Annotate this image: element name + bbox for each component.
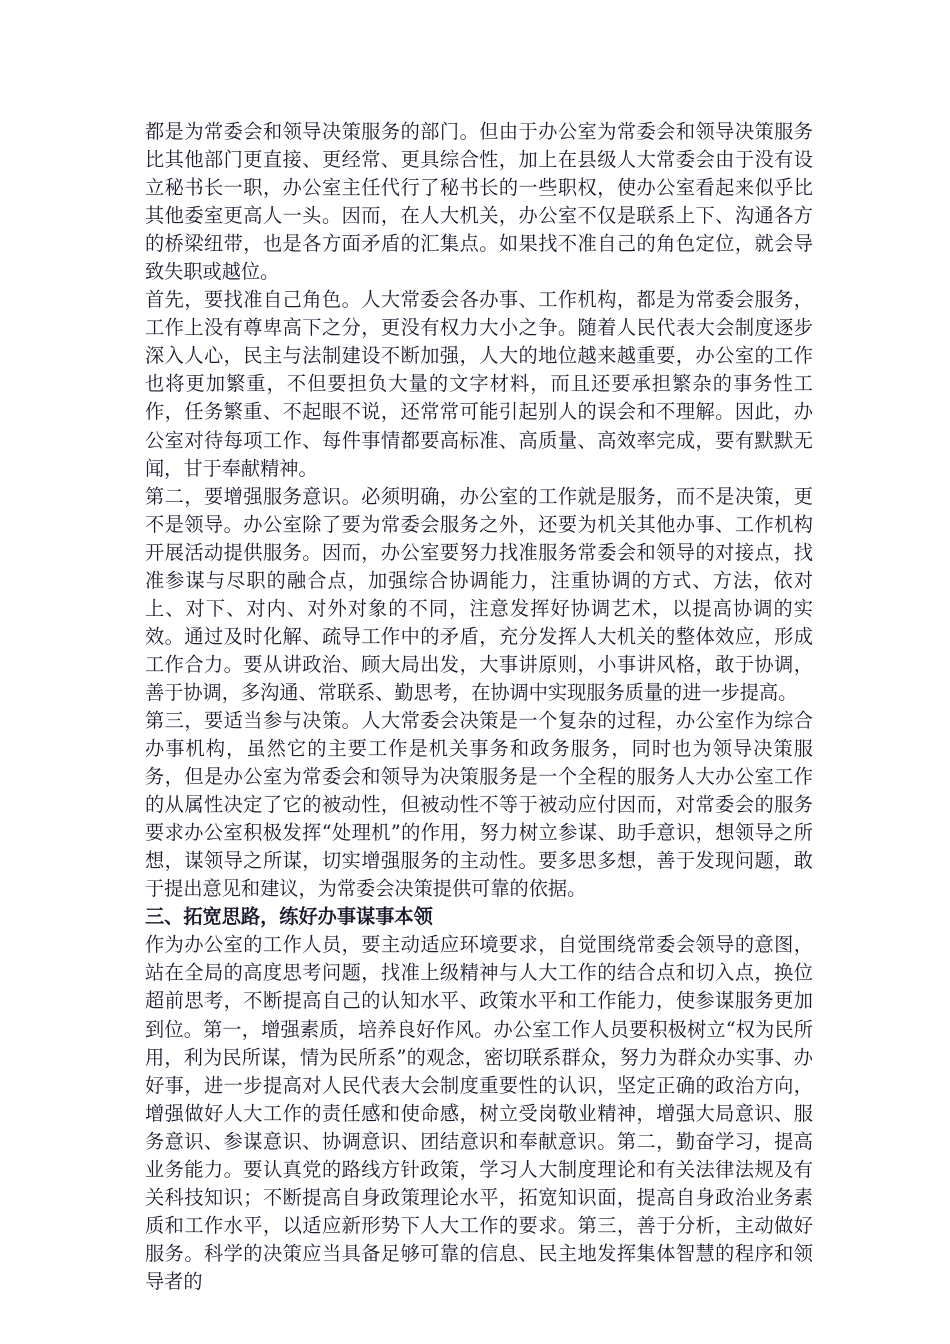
- paragraph-decision-participation: 第三，要适当参与决策。人大常委会决策是一个复杂的过程，办公室作为综合办事机构，虽然它的主要工作是机关事务和政务服务，同时也为领导决策服务，但是办公室为常委会和领导为决策服务是一个全程的服务人大办公室工作的从属性决定了它的被动性，但被动性不等于被动应付因而，对常委会的服务要求办公室积极发挥“处理机”的作用，努力树立参谋、助手意识，想领导之所想，谋领导之所谋，切实增强服务的主动性。要多思多想，善于发现问题，敢于提出意见和建议，为常委会决策提供可靠的依据。: [145, 708, 813, 901]
- section-heading: 三、拓宽思路，练好办事谋事本领: [145, 905, 433, 929]
- paragraph-find-role: 首先，要找准自己角色。人大常委会各办事、工作机构，都是为常委会服务，工作上没有尊卑高下之分，更没有权力大小之争。随着人民代表大会制度逐步深入人心，民主与法制建设不断加强，人大的地位越来越重要，办公室的工作也将更加繁重，不但要担负大量的文字材料，而且还要承担繁杂的事务性工作，任务繁重、不起眼不说，还常常可能引起别人的误会和不理解。因此，办公室对待每项工作、每件事情都要高标准、高质量、高效率完成，要有默默无闻，甘于奉献精神。: [145, 288, 813, 480]
- paragraph-role-position: 都是为常委会和领导决策服务的部门。但由于办公室为常委会和领导决策服务比其他部门更直接、更经常、更具综合性，加上在县级人大常委会由于没有设立秘书长一职，办公室主任代行了秘书长的一些职权，使办公室看起来似乎比其他委室更高人一头。因而，在人大机关，办公室不仅是联系上下、沟通各方的桥梁纽带，也是各方面矛盾的汇集点。如果找不准自己的角色定位，就会导致失职或越位。: [145, 120, 813, 284]
- document-body: [145, 118, 813, 1296]
- paragraph-service-awareness: 第二，要增强服务意识。必须明确，办公室的工作就是服务，而不是决策，更不是领导。办公室除了要为常委会服务之外，还要为机关其他办事、工作机构开展活动提供服务。因而，办公室要努力找准服务常委会和领导的对接点，找准参谋与尽职的融合点，加强综合协调能力，注重协调的方式、方法，依对上、对下、对内、对外对象的不同，注意发挥好协调艺术，以提高协调的实效。通过及时化解、疏导工作中的矛盾，充分发挥人大机关的整体效应，形成工作合力。要从讲政治、顾大局出发，大事讲原则，小事讲风格，敢于协调，善于协调，多沟通、常联系、勤思考，在协调中实现服务质量的进一步提高。: [145, 484, 813, 704]
- paragraph-broaden-thinking: 作为办公室的工作人员，要主动适应环境要求，自觉围绕常委会领导的意图，站在全局的高度思考问题，找准上级精神与人大工作的结合点和切入点，换位超前思考，不断提高自己的认知水平、政策水平和工作能力，使参谋服务更加到位。第一，增强素质，培养良好作风。办公室工作人员要积极树立“权为民所用，利为民所谋，情为民所系”的观念，密切联系群众，努力为群众办实事、办好事，进一步提高对人民代表大会制度重要性的认识，坚定正确的政治方向，增强做好人大工作的责任感和使命感，树立受岗敬业精神，增强大局意识、服务意识、参谋意识、协调意识、团结意识和奉献意识。第二，勤奋学习，提高业务能力。要认真党的路线方针政策，学习人大制度理论和有关法律法规及有关科技知识；不断提高自身政策理论水平，拓宽知识面，提高自身政治业务素质和工作水平，以适应新形势下人大工作的要求。第三，善于分析，主动做好服务。科学的决策应当具备足够可靠的信息、民主地发挥集体智慧的程序和领导者的: [145, 933, 813, 1293]
